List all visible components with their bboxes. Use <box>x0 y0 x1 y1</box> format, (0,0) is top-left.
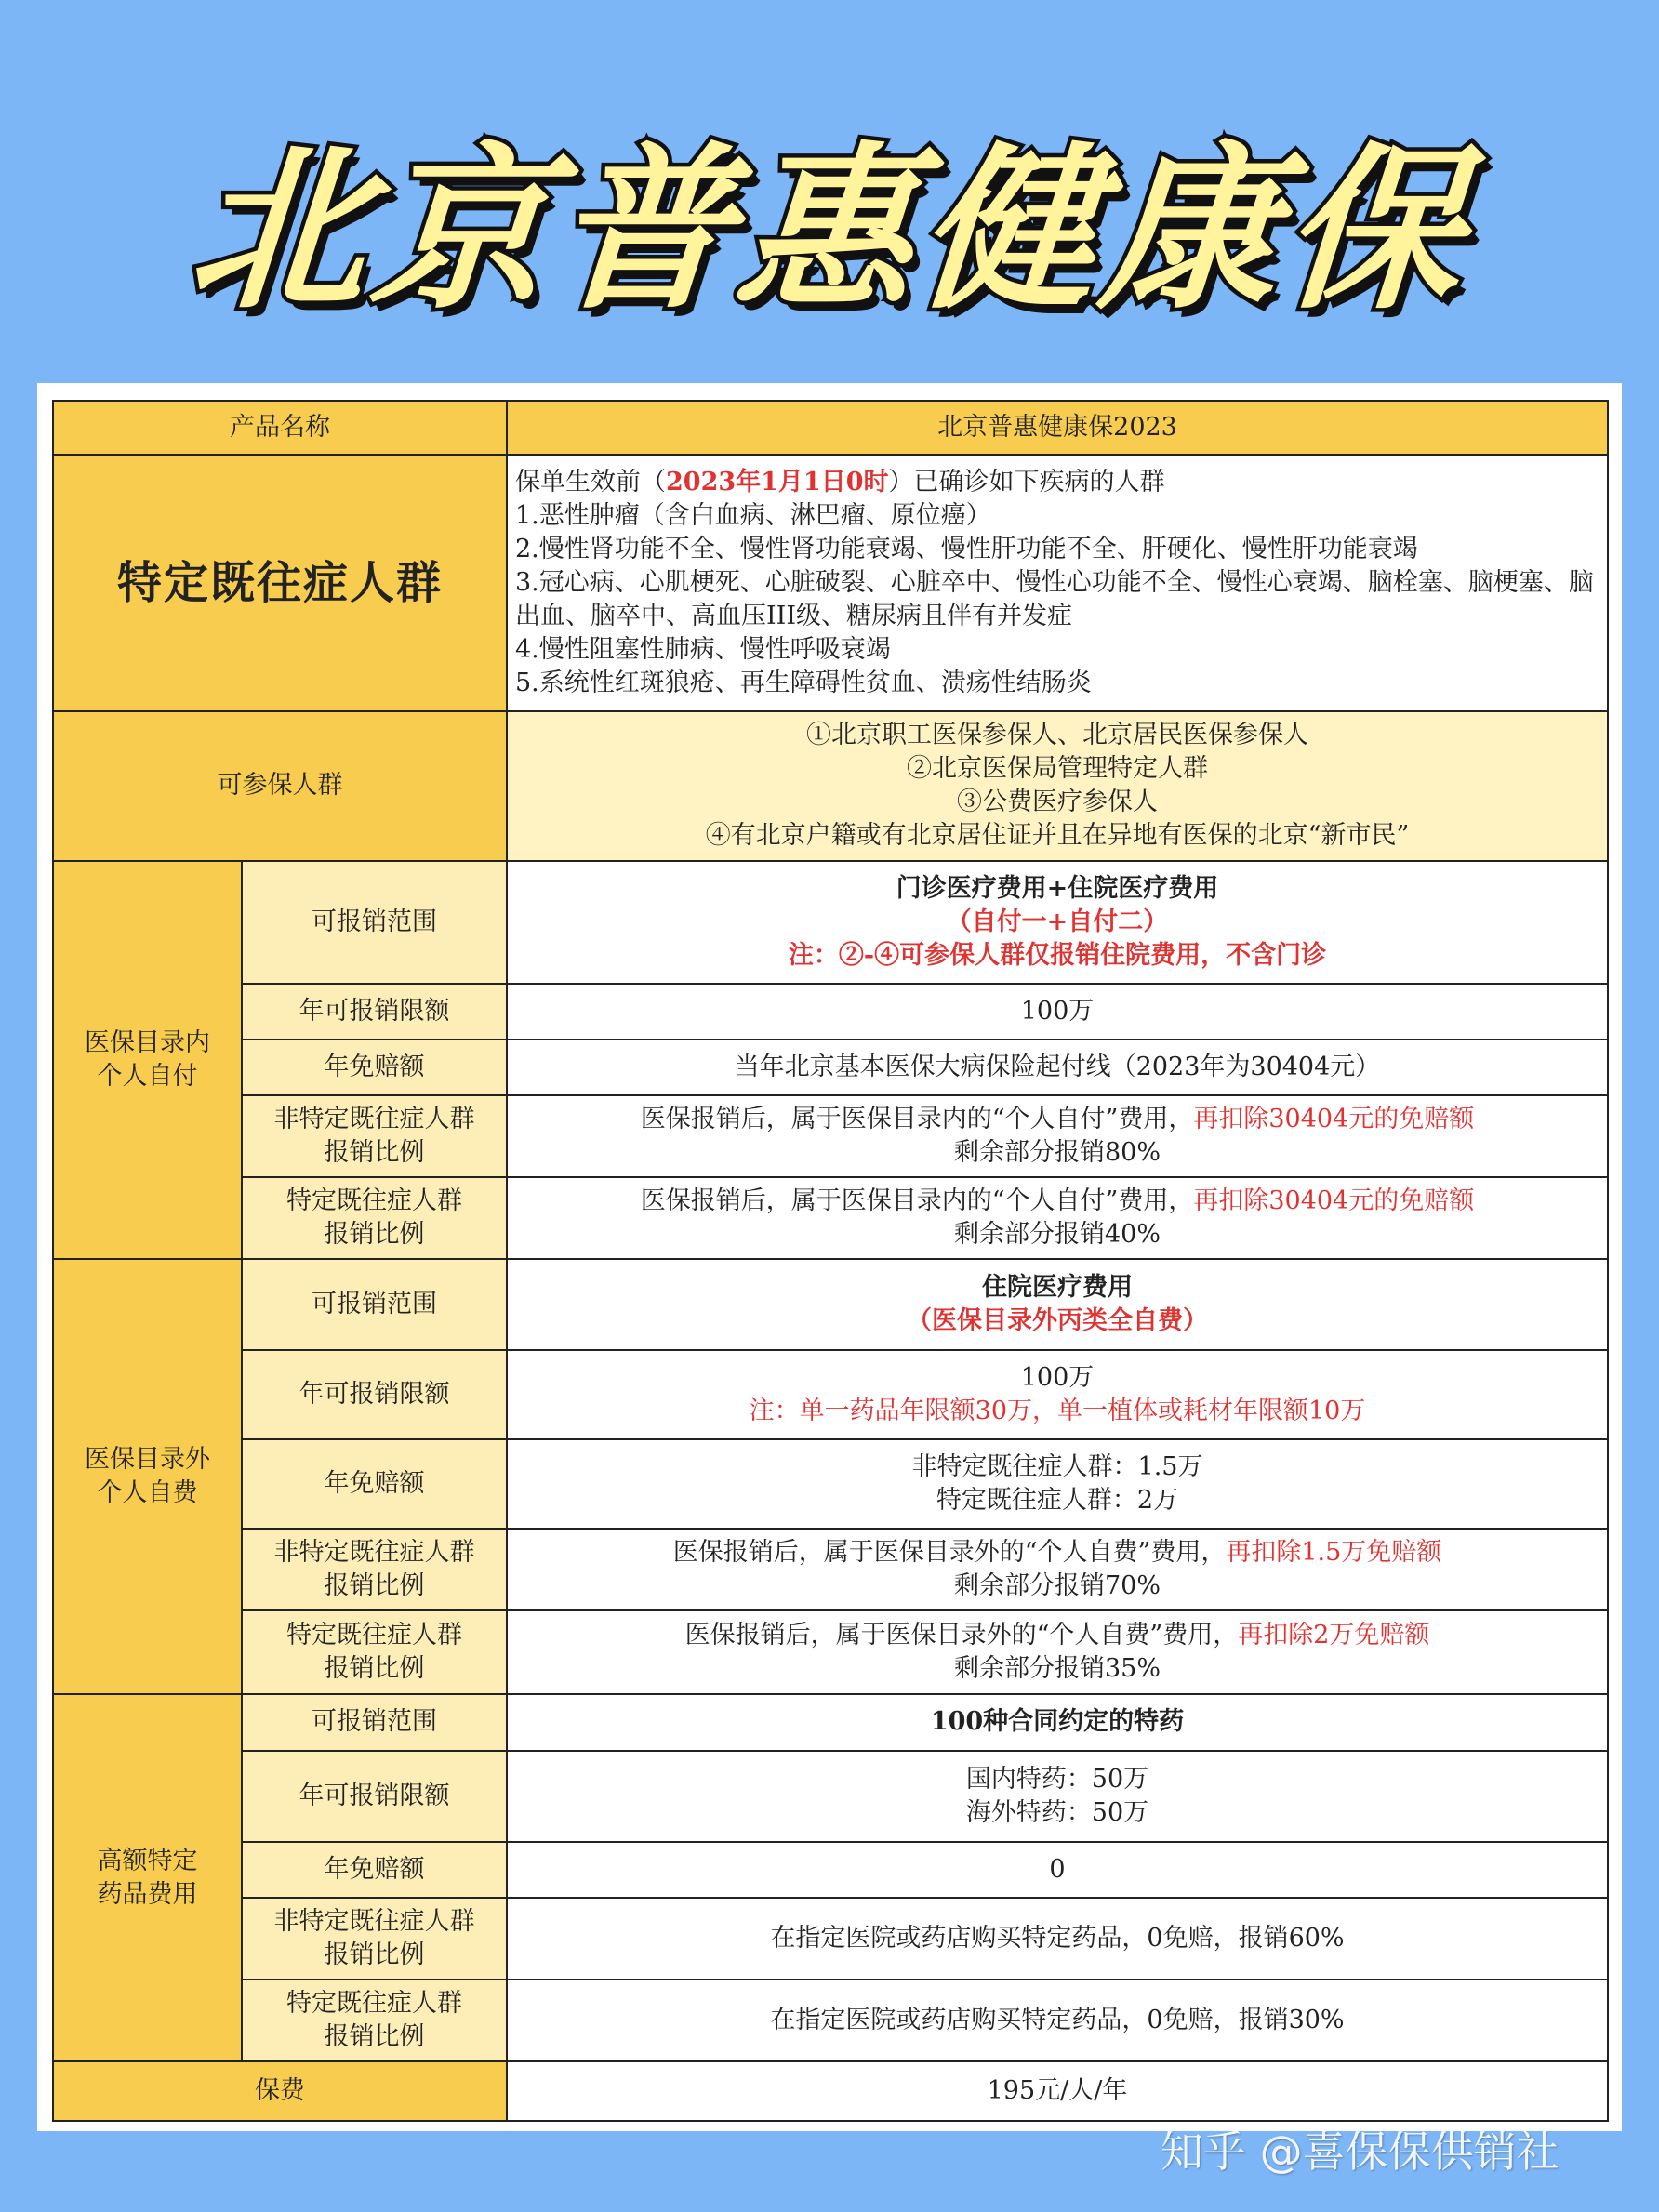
watermark: 知乎 @喜保保供销社 <box>1161 2126 1559 2177</box>
table-row <box>53 2061 1608 2121</box>
nonpre-ratio-label: 非特定既往症人群 报销比例 <box>242 1529 507 1610</box>
scope-label: 可报销范围 <box>242 1259 507 1350</box>
pre-ratio-value: 在指定医院或药店购买特定药品，0免赔，报销30% <box>507 1980 1608 2061</box>
table-row <box>53 1040 1608 1095</box>
limit-label: 年可报销限额 <box>242 984 507 1040</box>
deductible-label: 年免赔额 <box>242 1439 507 1529</box>
table-row <box>53 1259 1608 1350</box>
table-row <box>53 1177 1608 1259</box>
table-row <box>53 1898 1608 1980</box>
product-name-label: 产品名称 <box>53 401 507 455</box>
table-row <box>53 455 1608 711</box>
scope-label: 可报销范围 <box>242 861 507 984</box>
title-banner <box>0 88 1659 342</box>
table-row <box>53 1529 1608 1610</box>
limit-value: 国内特药：50万 海外特药：50万 <box>507 1751 1608 1842</box>
eligible-item: ④有北京户籍或有北京居住证并且在异地有医保的北京“新市民” <box>705 821 1410 851</box>
product-table <box>52 400 1609 2122</box>
section-out-catalog-label: 医保目录外 个人自费 <box>53 1259 242 1694</box>
deductible-value: 非特定既往症人群：1.5万 特定既往症人群：2万 <box>507 1439 1608 1529</box>
eligible-groups <box>507 711 1608 860</box>
eligible-item: ②北京医保局管理特定人群 <box>907 754 1208 784</box>
pre-ratio-value: 医保报销后，属于医保目录内的“个人自付”费用，再扣除30404元的免赔额 剩余部分报销40% <box>507 1177 1608 1259</box>
eligible-label: 可参保人群 <box>53 711 507 860</box>
table-row <box>53 1350 1608 1439</box>
nonpre-ratio-value: 医保报销后，属于医保目录外的“个人自费”费用，再扣除1.5万免赔额 剩余部分报销70% <box>507 1529 1608 1610</box>
table-row <box>53 1694 1608 1750</box>
table-row <box>53 1095 1608 1177</box>
condition-item: 2.慢性肾功能不全、慢性肾功能衰竭、慢性肝功能不全、肝硬化、慢性肝功能衰竭 <box>515 535 1418 564</box>
scope-value: 100种合同约定的特药 <box>507 1694 1608 1750</box>
limit-value: 100万 注：单一药品年限额30万，单一植体或耗材年限额10万 <box>507 1350 1608 1439</box>
product-name-value: 北京普惠健康保2023 <box>507 401 1608 455</box>
deductible-label: 年免赔额 <box>242 1040 507 1095</box>
nonpre-ratio-label: 非特定既往症人群 报销比例 <box>242 1898 507 1980</box>
table-row <box>53 1439 1608 1529</box>
scope-value: 门诊医疗费用+住院医疗费用 （自付一+自付二） 注：②-④可参保人群仅报销住院费用，不含门诊 <box>507 861 1608 984</box>
premium-label: 保费 <box>53 2061 507 2121</box>
pre-ratio-value: 医保报销后，属于医保目录外的“个人自费”费用，再扣除2万免赔额 剩余部分报销35% <box>507 1610 1608 1694</box>
nonpre-ratio-label: 非特定既往症人群 报销比例 <box>242 1095 507 1177</box>
preexisting-label: 特定既往症人群 <box>53 455 507 711</box>
condition-item: 1.恶性肿瘤（含白血病、淋巴瘤、原位癌） <box>515 501 991 531</box>
page-title: 北京普惠健康保 <box>183 127 1474 333</box>
condition-item: 3.冠心病、心肌梗死、心脏破裂、心脏卒中、慢性心功能不全、慢性心衰竭、脑栓塞、脑梗塞、脑出血、脑卒中、高血压III级、糖尿病且伴有并发症 <box>515 568 1594 631</box>
preexisting-intro: 保单生效前（2023年1月1日0时）已确诊如下疾病的人群 <box>515 468 1165 497</box>
nonpre-ratio-value: 医保报销后，属于医保目录内的“个人自付”费用，再扣除30404元的免赔额 剩余部分报销80% <box>507 1095 1608 1177</box>
nonpre-ratio-value: 在指定医院或药店购买特定药品，0免赔，报销60% <box>507 1898 1608 1980</box>
effective-date: 2023年1月1日0时 <box>666 468 889 497</box>
premium-value: 195元/人/年 <box>507 2061 1608 2121</box>
table-row <box>53 1610 1608 1694</box>
scope-note: 注：②-④可参保人群仅报销住院费用，不含门诊 <box>788 940 1327 970</box>
deductible-value: 0 <box>507 1842 1608 1898</box>
table-row <box>53 711 1608 860</box>
section-in-catalog-label: 医保目录内 个人自付 <box>53 861 242 1259</box>
table-row <box>53 401 1608 455</box>
table-row <box>53 1842 1608 1898</box>
section-special-drug-label: 高额特定 药品费用 <box>53 1694 242 2060</box>
pre-ratio-label: 特定既往症人群 报销比例 <box>242 1610 507 1694</box>
eligible-item: ①北京职工医保参保人、北京居民医保参保人 <box>806 721 1308 750</box>
table-row <box>53 1980 1608 2061</box>
deductible-label: 年免赔额 <box>242 1842 507 1898</box>
pre-ratio-label: 特定既往症人群 报销比例 <box>242 1177 507 1259</box>
limit-label: 年可报销限额 <box>242 1751 507 1842</box>
preexisting-conditions <box>507 455 1608 711</box>
limit-value: 100万 <box>507 984 1608 1040</box>
table-row <box>53 861 1608 984</box>
limit-note: 注：单一药品年限额30万，单一植体或耗材年限额10万 <box>749 1397 1366 1426</box>
scope-value: 住院医疗费用 （医保目录外丙类全自费） <box>507 1259 1608 1350</box>
deductible-value: 当年北京基本医保大病保险起付线（2023年为30404元） <box>507 1040 1608 1095</box>
table-row <box>53 1751 1608 1842</box>
table-row <box>53 984 1608 1040</box>
eligible-item: ③公费医疗参保人 <box>957 788 1158 817</box>
limit-label: 年可报销限额 <box>242 1350 507 1439</box>
scope-label: 可报销范围 <box>242 1694 507 1750</box>
condition-item: 5.系统性红斑狼疮、再生障碍性贫血、溃疡性结肠炎 <box>515 669 1092 698</box>
condition-item: 4.慢性阻塞性肺病、慢性呼吸衰竭 <box>515 635 891 665</box>
pre-ratio-label: 特定既往症人群 报销比例 <box>242 1980 507 2061</box>
